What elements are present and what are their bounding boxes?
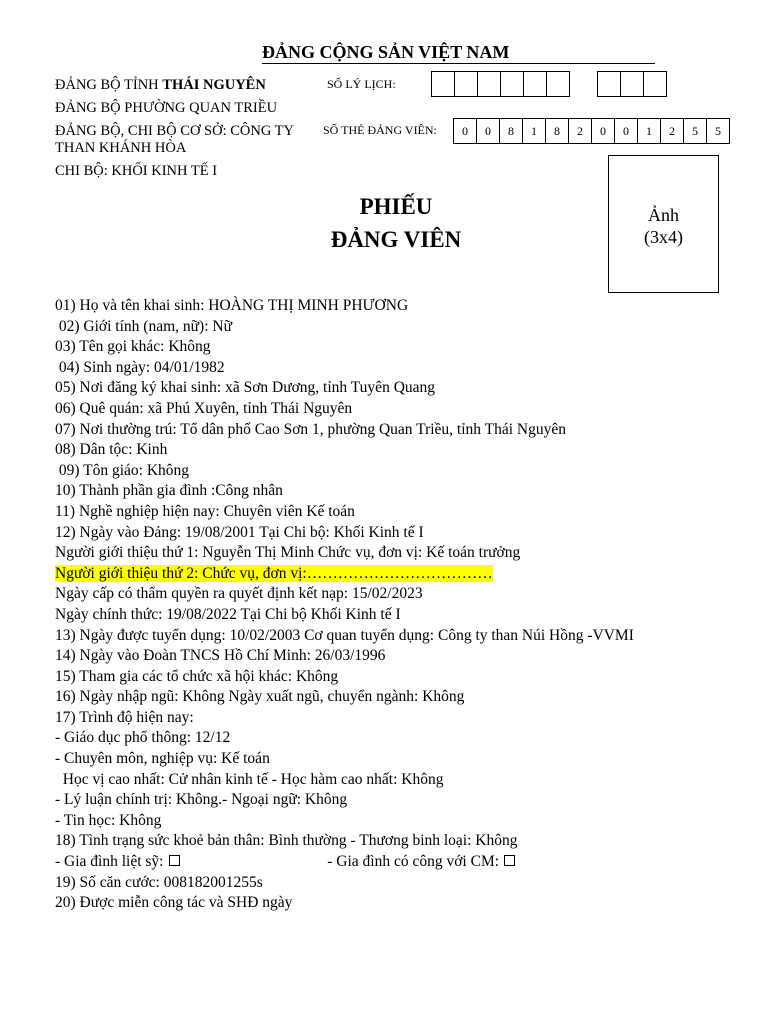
field-religion: 09) Tôn giáo: Không xyxy=(55,461,190,479)
card-digit-cell[interactable]: 5 xyxy=(684,119,707,143)
so-ly-lich-cell[interactable] xyxy=(644,72,667,96)
martyr-family-label: - Gia đình liệt sỹ: xyxy=(55,853,164,871)
field-general-education: - Giáo dục phổ thông: 12/12 xyxy=(55,729,231,747)
card-digit-cell[interactable]: 8 xyxy=(546,119,569,143)
field-family-policy-row xyxy=(55,852,755,873)
so-ly-lich-cell[interactable] xyxy=(432,72,455,96)
form-title xyxy=(296,190,496,256)
so-ly-lich-cell[interactable] xyxy=(524,72,547,96)
so-ly-lich-cell[interactable] xyxy=(455,72,478,96)
so-the-dang-vien-boxes[interactable] xyxy=(453,118,730,144)
party-cell-line: CHI BỘ: KHỐI KINH TẾ I xyxy=(55,163,218,179)
field-admission-decision-date: Ngày cấp có thẩm quyền ra quyết định kết nạp: 15/02/2023 xyxy=(55,585,423,603)
field-political-theory: - Lý luận chính trị: Không.- Ngoại ngữ: Không xyxy=(55,791,348,809)
field-citizen-id: 19) Số căn cước: 008182001255s xyxy=(55,873,263,891)
so-the-dang-vien-label: SỐ THẺ ĐẢNG VIÊN: xyxy=(323,123,437,137)
so-ly-lich-boxes-group2[interactable] xyxy=(597,71,667,97)
so-ly-lich-cell[interactable] xyxy=(478,72,501,96)
field-introducer-1: Người giới thiệu thứ 1: Nguyễn Thị Minh Chức vụ, đơn vị: Kế toán trưởng xyxy=(55,544,521,562)
martyr-family-checkbox[interactable] xyxy=(169,855,180,866)
revolution-merit-label: - Gia đình có công với CM: xyxy=(327,853,500,871)
card-digit-cell[interactable]: 2 xyxy=(569,119,592,143)
so-ly-lich-label: SỐ LÝ LỊCH: xyxy=(327,77,396,91)
field-health-status: 18) Tình trạng sức khoẻ bản thân: Bình thường - Thương binh loại: Không xyxy=(55,832,518,850)
field-birth-name: 01) Họ và tên khai sinh: HOÀNG THỊ MINH PHƯƠNG xyxy=(55,297,409,314)
field-introducer-2: Người giới thiệu thứ 2: Chức vụ, đơn vị:……………………………… xyxy=(55,564,493,582)
field-military-service: 16) Ngày nhập ngũ: Không Ngày xuất ngũ, chuyển ngành: Không xyxy=(55,688,465,706)
province-party-line xyxy=(55,77,305,94)
province-party-prefix: ĐẢNG BỘ TỈNH xyxy=(55,77,163,93)
field-informatics: - Tin học: Không xyxy=(55,811,162,829)
field-birth-date: 04) Sinh ngày: 04/01/1982 xyxy=(55,358,225,376)
field-education-heading: 17) Trình độ hiện nay: xyxy=(55,708,194,726)
so-ly-lich-cell[interactable] xyxy=(547,72,570,96)
card-digit-cell[interactable]: 0 xyxy=(454,119,477,143)
field-party-join-date: 12) Ngày vào Đảng: 19/08/2001 Tại Chi bộ: Khối Kinh tế I xyxy=(55,523,424,541)
field-permanent-residence: 07) Nơi thường trú: Tổ dân phố Cao Sơn 1, phường Quan Triều, tỉnh Thái Nguyên xyxy=(55,420,566,438)
field-official-date: Ngày chính thức: 19/08/2022 Tại Chi bộ Khối Kinh tế I xyxy=(55,605,401,623)
field-gender: 02) Giới tính (nam, nữ): Nữ xyxy=(55,317,232,335)
field-youth-union-date: 14) Ngày vào Đoàn TNCS Hồ Chí Minh: 26/03/1996 xyxy=(55,647,386,665)
card-digit-cell[interactable]: 2 xyxy=(661,119,684,143)
so-ly-lich-boxes-group1[interactable] xyxy=(431,71,570,97)
photo-label: Ảnh xyxy=(648,205,679,225)
card-digit-cell[interactable]: 5 xyxy=(707,119,730,143)
field-family-background: 10) Thành phần gia đình :Công nhân xyxy=(55,482,283,500)
card-digit-cell[interactable]: 1 xyxy=(638,119,661,143)
photo-placeholder xyxy=(608,155,719,293)
field-other-name: 03) Tên gọi khác: Không xyxy=(55,338,211,356)
revolution-merit-checkbox[interactable] xyxy=(504,855,515,866)
ward-party-line: ĐẢNG BỘ PHƯỜNG QUAN TRIỀU xyxy=(55,100,278,116)
so-ly-lich-cell[interactable] xyxy=(621,72,644,96)
party-unit-header xyxy=(55,77,305,186)
card-digit-cell[interactable]: 0 xyxy=(592,119,615,143)
field-recruitment: 13) Ngày được tuyển dụng: 10/02/2003 Cơ quan tuyển dụng: Công ty than Núi Hồng -VVMI xyxy=(55,626,634,644)
card-digit-cell[interactable]: 8 xyxy=(500,119,523,143)
field-ethnicity: 08) Dân tộc: Kinh xyxy=(55,441,168,459)
field-social-organizations: 15) Tham gia các tổ chức xã hội khác: Không xyxy=(55,667,339,685)
so-ly-lich-cell[interactable] xyxy=(598,72,621,96)
field-birth-registration-place: 05) Nơi đăng ký khai sinh: xã Sơn Dương, tỉnh Tuyên Quang xyxy=(55,379,436,397)
form-title-line1: PHIẾU xyxy=(359,194,433,219)
field-introducer-2-row xyxy=(55,564,755,585)
card-digit-cell[interactable]: 0 xyxy=(615,119,638,143)
province-name: THÁI NGUYÊN xyxy=(162,77,266,93)
party-title: ĐẢNG CỘNG SẢN VIỆT NAM xyxy=(262,41,655,64)
card-digit-cell[interactable]: 0 xyxy=(477,119,500,143)
base-party-line: ĐẢNG BỘ, CHI BỘ CƠ SỞ: CÔNG TY THAN KHÁNH HÒA xyxy=(55,123,294,156)
so-ly-lich-cell[interactable] xyxy=(501,72,524,96)
field-occupation: 11) Nghề nghiệp hiện nay: Chuyên viên Kế toán xyxy=(55,502,355,520)
field-exemption: 20) Được miễn công tác và SHĐ ngày xyxy=(55,894,293,912)
card-digit-cell[interactable]: 1 xyxy=(523,119,546,143)
field-degree: Học vị cao nhất: Cử nhân kinh tế - Học hàm cao nhất: Không xyxy=(55,770,444,788)
field-hometown: 06) Quê quán: xã Phú Xuyên, tỉnh Thái Nguyên xyxy=(55,399,353,417)
member-details xyxy=(55,296,755,914)
photo-size-label: (3x4) xyxy=(644,227,683,247)
form-title-line2: ĐẢNG VIÊN xyxy=(330,227,462,252)
field-specialty: - Chuyên môn, nghiệp vụ: Kế toán xyxy=(55,750,270,768)
